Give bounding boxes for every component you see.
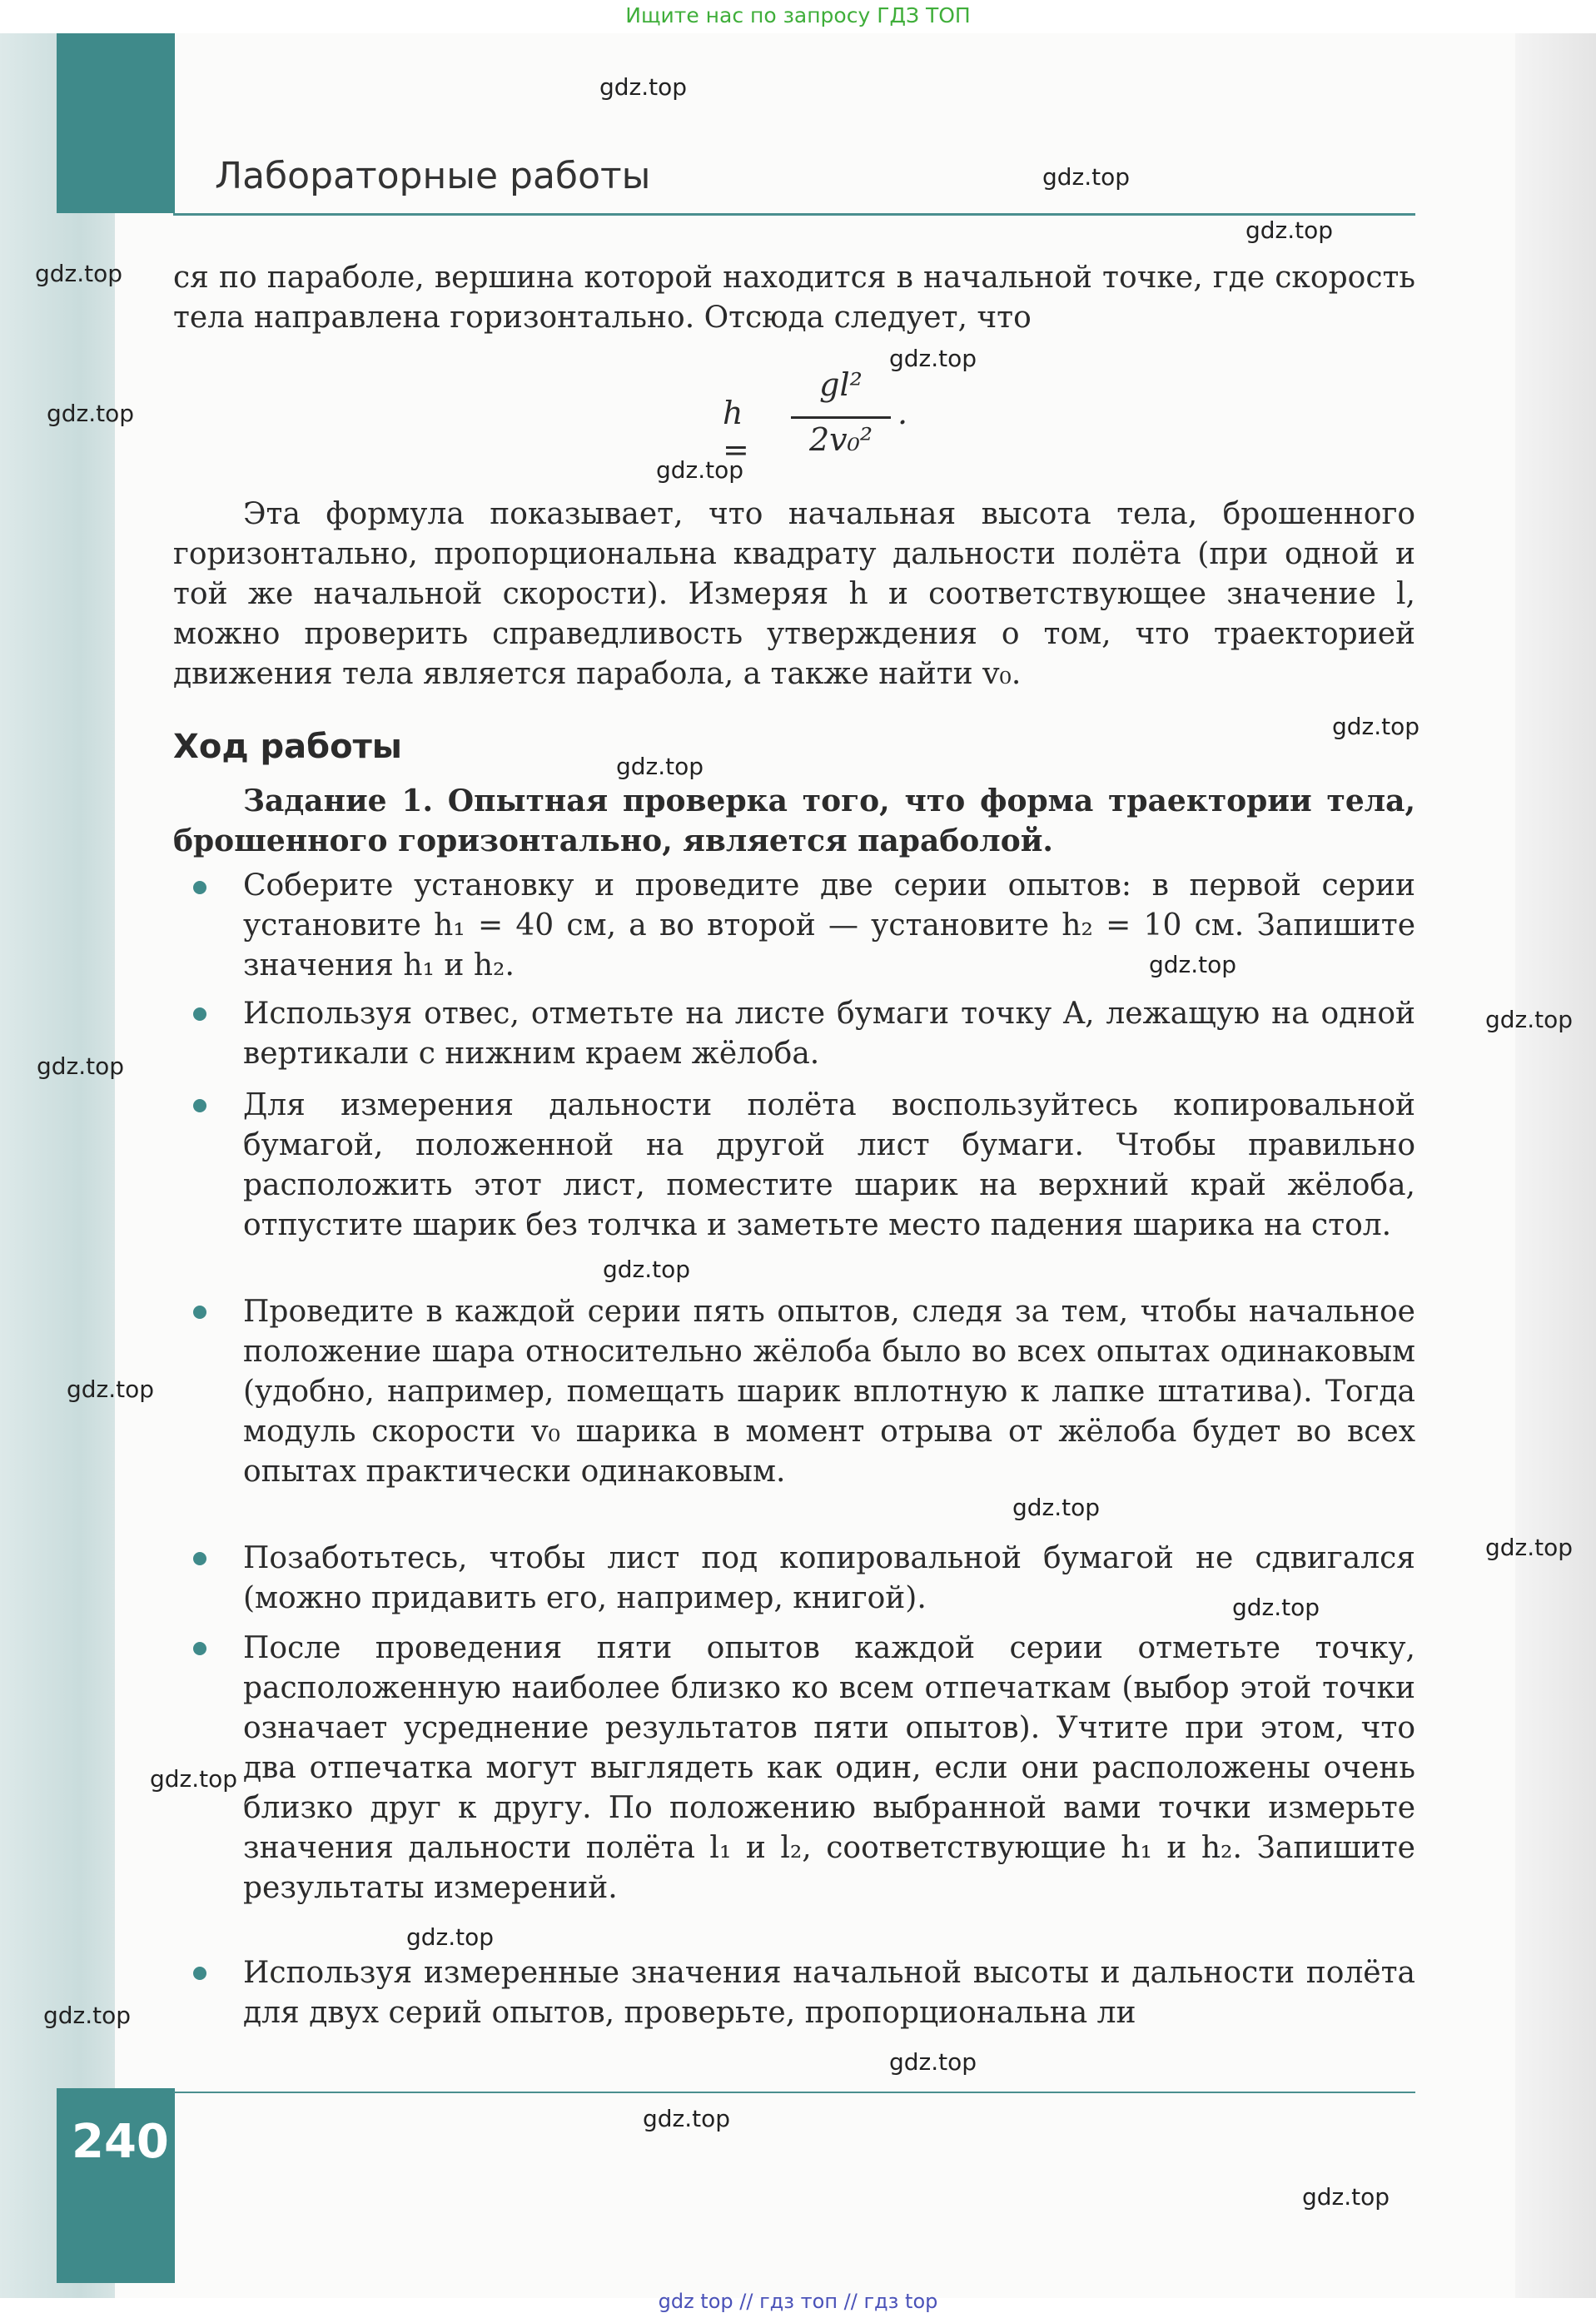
intro-paragraph-1: ся по параболе, вершина которой находится в начальной точке, где скорость тела направлена горизонтально. Отсюда следует, что — [173, 261, 1415, 335]
watermark: gdz.top — [150, 1765, 238, 1793]
watermark: gdz.top — [1042, 163, 1131, 191]
formula-tail: . — [897, 395, 908, 431]
bullet-icon — [193, 1642, 206, 1655]
fraction-line — [791, 416, 891, 419]
header-accent-bar — [57, 33, 175, 213]
bullet-item-6: После проведения пяти опытов каждой серии отметьте точку, расположенную наиболее близко ко всем отпечаткам (выбор этой точки означает усреднение результатов пяти опытов). Учтите при этом, что два отпечатка могут выглядеть как один, если они расположены очень близко друг к другу. По положению выбранной вами точки измерьте значения дальности полёта l₁ и l₂, соответствующие h₁ и h₂. Запишите результаты измерений. — [243, 1631, 1415, 1905]
bullet-icon — [193, 1552, 206, 1565]
bullet-item-3: Для измерения дальности полёта воспользуйтесь копировальной бумагой, положенной на другой лист бумаги. Чтобы правильно расположить этот лист, поместите шарик на верхний край жёлоба, отпустите шарик без толчка и заметьте место падения шарика на стол. — [243, 1088, 1415, 1242]
watermark: gdz.top — [889, 345, 977, 372]
bullet-item-4: Проведите в каждой серии пять опытов, следя за тем, чтобы начальное положение шара относительно жёлоба было во всех опытах одинаковым (удобно, например, помещать шарик вплотную к лапке штатива). Тогда модуль скорости v₀ шарика в момент отрыва от жёлоба будет во всех опытах практически одинаковым. — [243, 1295, 1415, 1489]
top-banner[interactable]: Ищите нас по запросу ГДЗ ТОП — [625, 3, 971, 27]
bullet-item-5: Позаботьтесь, чтобы лист под копировальной бумагой не сдвигался (можно придавить его, например, книгой). — [243, 1541, 1415, 1615]
intro-paragraph-2: Эта формула показывает, что начальная высота тела, брошенного горизонтально, пропорциональна квадрату дальности полёта (при одной и той же начальной скорости). Измеряя h и соответствующее значение l, можно проверить справедливость утверждения о том, что траекторией движения тела является парабола, а также найти v₀. — [173, 497, 1415, 691]
watermark: gdz.top — [603, 1256, 691, 1283]
bullet-icon — [193, 1306, 206, 1319]
header-rule — [173, 213, 1415, 216]
task-1: Задание 1. Опытная проверка того, что форма траектории тела, брошенного горизонтально, является параболой. — [173, 783, 1415, 858]
watermark: gdz.top — [643, 2105, 731, 2132]
section-title: Лабораторные работы — [215, 155, 651, 197]
formula-numerator: gl² — [819, 366, 863, 403]
bullet-item-7: Используя измеренные значения начальной высоты и дальности полёта для двух серий опытов, проверьте, пропорциональна ли — [243, 1956, 1415, 2030]
formula-lhs: h = — [723, 395, 749, 468]
page-number: 240 — [72, 2115, 169, 2169]
watermark: gdz.top — [1012, 1494, 1101, 1521]
watermark: gdz.top — [1485, 1534, 1574, 1561]
watermark: gdz.top — [43, 2002, 132, 2029]
watermark: gdz.top — [656, 456, 744, 484]
bullet-icon — [193, 1099, 206, 1112]
bullet-item-2: Используя отвес, отметьте на листе бумаги точку A, лежащую на одной вертикали с нижним краем жёлоба. — [243, 997, 1415, 1071]
watermark: gdz.top — [1245, 216, 1334, 244]
bullet-icon — [193, 1007, 206, 1021]
watermark: gdz.top — [406, 1923, 495, 1951]
formula-denominator: 2v₀² — [808, 421, 873, 458]
watermark: gdz.top — [599, 73, 688, 101]
bullet-item-1: Соберите установку и проведите две серии опытов: в первой серии установите h₁ = 40 см, а во второй — установите h₂ = 10 см. Запишите значения h₁ и h₂. — [243, 868, 1415, 982]
page-edge-shadow — [1515, 33, 1596, 2298]
watermark: gdz.top — [1302, 2183, 1390, 2211]
watermark: gdz.top — [35, 260, 123, 287]
left-margin-strip — [0, 33, 115, 2298]
bullet-icon — [193, 1967, 206, 1980]
watermark: gdz.top — [1485, 1006, 1574, 1033]
bullet-icon — [193, 881, 206, 894]
work-heading: Ход работы — [173, 728, 402, 766]
watermark: gdz.top — [889, 2048, 977, 2076]
watermark: gdz.top — [1149, 951, 1237, 978]
watermark: gdz.top — [1332, 713, 1420, 740]
watermark: gdz.top — [67, 1375, 155, 1403]
bottom-banner[interactable]: gdz top // гдз топ // гдз top — [658, 2290, 938, 2313]
watermark: gdz.top — [37, 1052, 125, 1080]
watermark: gdz.top — [1232, 1594, 1320, 1621]
watermark: gdz.top — [47, 400, 135, 427]
watermark: gdz.top — [616, 753, 704, 780]
footer-rule — [173, 2092, 1415, 2093]
